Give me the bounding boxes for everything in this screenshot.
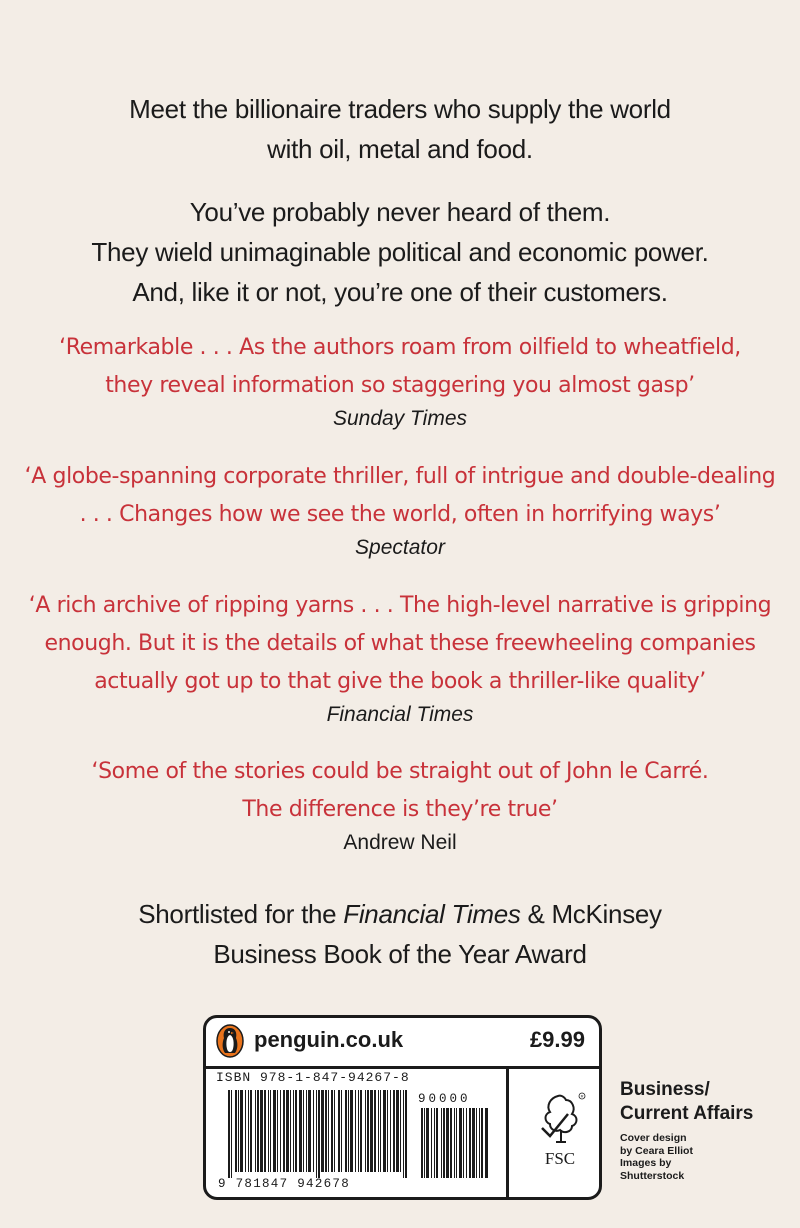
barcode-bar [290, 1090, 291, 1172]
isbn-number: ISBN 978-1-847-94267-8 [216, 1070, 410, 1085]
barcode-bar [403, 1090, 404, 1178]
credit-line: Cover design [620, 1132, 687, 1144]
barcode-bar [250, 1090, 252, 1172]
review-quote-1 [0, 329, 800, 433]
review-quote-2 [0, 458, 800, 562]
quote-line: ‘Some of the stories could be straight out of John le Carré. [91, 759, 709, 784]
barcode-bar [308, 1090, 311, 1172]
barcode-bar [400, 1090, 401, 1172]
addon-digits: 90000 [418, 1092, 471, 1106]
addon-bar [441, 1108, 442, 1178]
category-label [620, 1078, 753, 1126]
barcode-bar [360, 1090, 362, 1172]
addon-bar [481, 1108, 483, 1178]
barcode-bar [334, 1090, 335, 1172]
category-line: Current Affairs [620, 1103, 754, 1124]
barcode-bar [380, 1090, 381, 1172]
barcode-bar [367, 1090, 369, 1172]
quote-line: enough. But it is the details of what these freewheeling companies [44, 631, 756, 656]
barcode-bar [257, 1090, 259, 1172]
quote-line: ‘A rich archive of ripping yarns . . . The high-level narrative is gripping [28, 593, 772, 618]
addon-bar [446, 1108, 449, 1178]
quote-line: ‘Remarkable . . . As the authors roam from oilfield to wheatfield, [59, 335, 741, 360]
barcode-bar [341, 1090, 342, 1172]
quote-source: Andrew Neil [343, 831, 457, 854]
barcode-bar [374, 1090, 376, 1172]
publisher-website: penguin.co.uk [254, 1027, 404, 1052]
barcode-bar [280, 1090, 281, 1172]
barcode-bar [358, 1090, 359, 1172]
barcode-bar [378, 1090, 379, 1172]
barcode-bar [228, 1090, 230, 1178]
quote-source: Spectator [355, 536, 445, 559]
addon-bar [466, 1108, 467, 1178]
shortlist-line-1 [0, 894, 800, 934]
addon-bar [476, 1108, 477, 1178]
barcode-bar [293, 1090, 294, 1172]
quote-line: they reveal information so staggering you almost gasp’ [105, 373, 695, 398]
shortlist-suffix: & McKinsey [520, 899, 662, 929]
blurb-paragraph-2 [0, 192, 800, 312]
blurb-line: You’ve probably never heard of them. [189, 197, 611, 227]
addon-bar [463, 1108, 464, 1178]
blurb-line: with oil, metal and food. [267, 134, 533, 164]
barcode-bar [231, 1090, 232, 1178]
barcode-bar [328, 1090, 329, 1172]
barcode-bar [273, 1090, 276, 1172]
barcode-bar [295, 1090, 297, 1172]
addon-bar [472, 1108, 475, 1178]
barcode-bar [365, 1090, 366, 1172]
barcode-bar [321, 1090, 324, 1172]
blurb-line: Meet the billionaire traders who supply the world [129, 94, 671, 124]
blurb-paragraph-1 [0, 89, 800, 169]
barcode-bar [268, 1090, 269, 1172]
barcode-panel [203, 1015, 602, 1200]
shortlist-line-2: Business Book of the Year Award [213, 939, 587, 969]
addon-bar [469, 1108, 471, 1178]
credit-line: Images by [620, 1157, 672, 1169]
quote-line: . . . Changes how we see the world, often in horrifying ways’ [79, 502, 721, 527]
barcode-bar [325, 1090, 327, 1172]
barcode-bar [299, 1090, 302, 1172]
barcode-bar [390, 1090, 391, 1172]
addon-bar [436, 1108, 438, 1178]
addon-bar [485, 1108, 488, 1178]
barcode-bar [370, 1090, 373, 1172]
quote-line: actually got up to that give the book a thriller-like quality’ [94, 669, 706, 694]
barcode-bar [238, 1090, 239, 1172]
fsc-logo-icon [528, 1090, 592, 1172]
addon-bar [454, 1108, 455, 1178]
fsc-label: FSC [544, 1149, 576, 1168]
barcode-bar [387, 1090, 388, 1172]
barcode-bar [318, 1090, 320, 1178]
barcode-bar [260, 1090, 263, 1172]
barcode-divider [506, 1066, 509, 1197]
barcode-bar [270, 1090, 271, 1172]
quote-line: The difference is they’re true’ [242, 797, 558, 822]
barcode-icon [218, 1090, 500, 1190]
addon-bar [426, 1108, 429, 1178]
addon-bar [443, 1108, 445, 1178]
barcode-bar [338, 1090, 340, 1172]
quote-line: ‘A globe-spanning corporate thriller, full of intrigue and double-dealing [24, 464, 776, 489]
barcode-bar [396, 1090, 399, 1172]
addon-bar [434, 1108, 435, 1178]
credit-line: Shutterstock [620, 1169, 685, 1182]
barcode-bar [235, 1090, 237, 1172]
barcode-bar [313, 1090, 314, 1172]
barcode-bar [255, 1090, 256, 1172]
publisher-strip [206, 1018, 599, 1069]
barcode-bar [393, 1090, 395, 1172]
addon-bar [459, 1108, 462, 1178]
barcode-bar [245, 1090, 246, 1172]
barcode-bar [248, 1090, 249, 1172]
barcode-bar [277, 1090, 278, 1172]
barcode-bar [303, 1090, 304, 1172]
shortlist-prefix: Shortlisted for the [138, 899, 344, 929]
price: £9.99 [529, 1027, 585, 1052]
barcode-bar [345, 1090, 347, 1172]
credit-line: by Ceara Elliot [620, 1144, 693, 1157]
barcode-bar [355, 1090, 356, 1172]
barcode-bar [350, 1090, 353, 1172]
penguin-logo-icon [216, 1024, 244, 1058]
category-line: Business/ [620, 1079, 710, 1100]
barcode-bar [383, 1090, 386, 1172]
barcode-bar [306, 1090, 307, 1172]
award-shortlist [0, 894, 800, 974]
cover-credits [620, 1132, 693, 1182]
svg-text:R: R [580, 1093, 584, 1099]
barcode-bar [286, 1090, 289, 1172]
barcode-digits: 9 781847 942678 [218, 1177, 351, 1190]
addon-bar [421, 1108, 423, 1178]
review-quote-4 [0, 753, 800, 857]
addon-bar [431, 1108, 432, 1178]
barcode-bar [283, 1090, 285, 1172]
quote-source: Financial Times [326, 703, 474, 726]
addon-bar [456, 1108, 457, 1178]
barcode-bar [331, 1090, 333, 1172]
barcode-bar [348, 1090, 349, 1172]
addon-bar [450, 1108, 452, 1178]
addon-bar [424, 1108, 425, 1178]
review-quote-3 [0, 587, 800, 729]
barcode-bar [264, 1090, 266, 1172]
barcode-bar [240, 1090, 243, 1172]
barcode-bar [405, 1090, 407, 1178]
barcode-bar [316, 1090, 317, 1178]
addon-bar [479, 1108, 480, 1178]
blurb-line: They wield unimaginable political and economic power. [91, 237, 709, 267]
quote-source: Sunday Times [332, 407, 468, 430]
shortlist-publication: Financial Times [343, 899, 521, 929]
blurb-line: And, like it or not, you’re one of their customers. [132, 277, 668, 307]
